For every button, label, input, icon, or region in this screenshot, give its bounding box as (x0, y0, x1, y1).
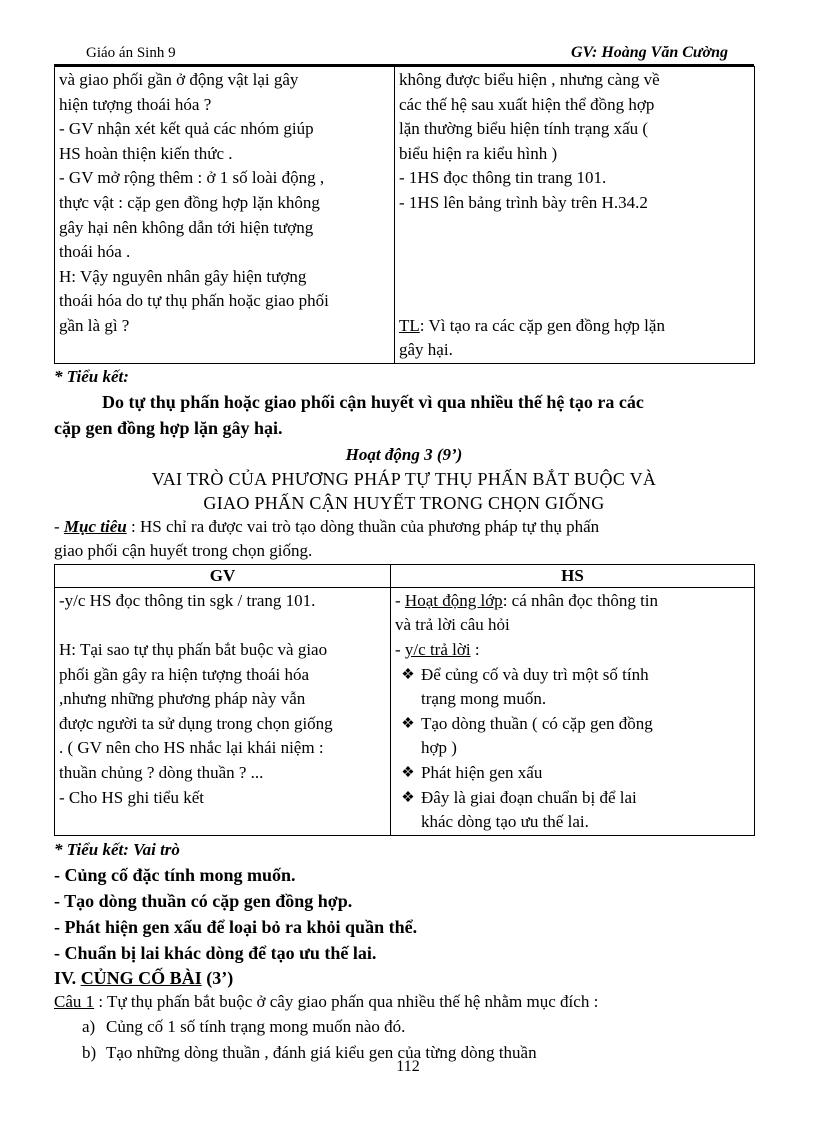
text-line: H: Tại sao tự thụ phấn bắt buộc và giao (59, 639, 328, 659)
colon: : (470, 639, 480, 659)
text-line: thực vật : cặp gen đồng hợp lặn không (59, 192, 320, 212)
answer-label: TL (399, 315, 420, 335)
text-line: và giao phối gần ở động vật lại gây (59, 70, 299, 89)
option-text: Tạo những dòng thuần , đánh giá kiểu gen của từng dòng thuần (106, 1042, 537, 1062)
bullet-text: Tạo dòng thuần ( có cặp gen đồng (421, 713, 653, 733)
bullet-text: Đây là giai đoạn chuẩn bị để lai (421, 787, 637, 807)
text-line: - 1HS lên bảng trình bày trên H.34.2 (399, 192, 648, 212)
text-line: -y/c HS đọc thông tin sgk / trang 101. (59, 590, 316, 610)
answer-option-a (54, 1014, 754, 1040)
objective-label: Mục tiêu (63, 516, 127, 536)
answer-request-line (395, 638, 751, 663)
summary-item: - Tạo dòng thuần có cặp gen đồng hợp. (54, 890, 353, 911)
dash: - (395, 590, 405, 610)
text-line: không được biểu hiện , nhưng càng về (399, 70, 660, 89)
question-1 (54, 990, 754, 1014)
section-number: IV. (54, 967, 81, 988)
activity-heading-line: GIAO PHẤN CẬN HUYẾT TRONG CHỌN GIỐNG (203, 492, 605, 513)
section-4-title (54, 966, 754, 990)
objective-line (54, 515, 754, 539)
bullet-text: khác dòng tạo ưu thế lai. (421, 812, 589, 832)
text-line: - GV mở rộng thêm : ở 1 số loài động , (59, 168, 325, 188)
section-4 (54, 966, 754, 1066)
text-line: được người ta sử dụng trong chọn giống (59, 713, 333, 733)
gv-column-header: GV (55, 564, 391, 587)
diamond-bullet-icon: ❖ (401, 715, 415, 732)
option-text: Củng cố 1 số tính trạng mong muốn nào đó. (106, 1016, 406, 1036)
hs-column-header: HS (391, 564, 755, 587)
role-bullet (395, 786, 751, 835)
summary-1 (54, 365, 754, 441)
activity-heading-line: VAI TRÒ CỦA PHƯƠNG PHÁP TỰ THỤ PHẤN BẮT BUỘC VÀ (151, 468, 657, 489)
text-line: lặn thường biểu hiện tính trạng xấu ( (399, 119, 649, 139)
text-line: HS hoàn thiện kiến thức . (59, 143, 233, 163)
objective-line: giao phối cận huyết trong chọn giống. (54, 540, 313, 560)
summary-item: - Chuẩn bị lai khác dòng để tạo ưu thế lai. (54, 942, 377, 963)
lesson-table-continued (54, 66, 755, 364)
text-line: H: Vậy nguyên nhân gây hiện tượng (59, 266, 307, 286)
question-text: : Tự thụ phấn bắt buộc ở cây giao phấn qua nhiều thế hệ nhằm mục đích : (94, 991, 599, 1011)
blank-line (59, 613, 387, 638)
text-line: gây hại nên không dẫn tới hiện tượng (59, 217, 314, 237)
bullet-text: Phát hiện gen xấu (421, 762, 543, 782)
text-line: - 1HS đọc thông tin trang 101. (399, 168, 607, 188)
question-label: Câu 1 (54, 991, 95, 1011)
section-time: (3’) (201, 967, 234, 988)
gv-cell (55, 587, 391, 835)
text-line: gây hại. (399, 340, 453, 360)
class-activity-label: Hoạt động lớp (404, 590, 503, 610)
summary-text-line: cặp gen đồng hợp lặn gây hại. (54, 417, 283, 438)
bullet-text: hợp ) (421, 738, 457, 758)
option-label: a) (82, 1016, 96, 1036)
activity-title: Hoạt động 3 (9’) (345, 444, 463, 464)
role-bullet (395, 761, 751, 786)
student-activity-cell (395, 67, 755, 364)
header-teacher: GV: Hoàng Văn Cường (570, 44, 728, 61)
role-bullet (395, 712, 751, 761)
text-line: thoái hóa . (59, 242, 131, 262)
hs-cell (391, 587, 755, 835)
text-line: và trả lời câu hỏi (395, 615, 510, 635)
text-line: ,nhưng những phương pháp này vẫn (59, 689, 306, 709)
text-line: . ( GV nên cho HS nhắc lại khái niệm : (59, 738, 324, 758)
page-header (54, 44, 754, 66)
diamond-bullet-icon: ❖ (401, 666, 415, 683)
summary-item: - Củng cố đặc tính mong muốn. (54, 864, 296, 885)
class-activity-text: : cá nhân đọc thông tin (502, 590, 659, 610)
text-line: thuần chủng ? dòng thuần ? ... (59, 762, 264, 782)
text-line: - GV nhận xét kết quả các nhóm giúp (59, 119, 314, 139)
activity-3-table (54, 564, 755, 836)
diamond-bullet-icon: ❖ (401, 789, 415, 806)
activity-3-section (54, 443, 754, 563)
teacher-activity-cell (55, 67, 395, 364)
answer-text: : Vì tạo ra các cặp gen đồng hợp lặn (419, 315, 665, 335)
section-title: CỦNG CỐ BÀI (80, 967, 202, 988)
text-line: thoái hóa do tự thụ phấn hoặc giao phối (59, 291, 329, 311)
class-activity-line (395, 589, 751, 614)
option-label: b) (82, 1042, 97, 1062)
role-bullet (395, 663, 751, 712)
text-line: biểu hiện ra kiểu hình ) (399, 143, 558, 163)
dash: - (395, 639, 405, 659)
summary-2 (54, 838, 754, 966)
objective-text: : HS chỉ ra được vai trò tạo dòng thuần của phương pháp tự thụ phấn (126, 516, 600, 536)
diamond-bullet-icon: ❖ (401, 764, 415, 781)
answer-request-label: y/c trả lời (404, 639, 471, 659)
text-line: gần là gì ? (59, 315, 130, 335)
document-page (54, 44, 754, 1066)
text-line: hiện tượng thoái hóa ? (59, 94, 212, 114)
answer-line (399, 314, 751, 339)
summary-text-line: Do tự thụ phấn hoặc giao phối cận huyết vì qua nhiều thế hệ tạo ra các (102, 391, 644, 412)
objective-dash: - (54, 516, 64, 536)
header-subject: Giáo án Sinh 9 (86, 45, 176, 61)
bullet-text: trạng mong muốn. (421, 689, 547, 709)
summary-label: * Tiểu kết: Vai trò (54, 839, 180, 859)
summary-label: * Tiểu kết: (54, 366, 129, 386)
bullet-text: Để củng cố và duy trì một số tính (421, 664, 649, 684)
text-line: - Cho HS ghi tiểu kết (59, 787, 204, 807)
page-number: 112 (396, 1058, 420, 1075)
text-line: phối gần gây ra hiện tượng thoái hóa (59, 664, 310, 684)
summary-item: - Phát hiện gen xấu để loại bỏ ra khỏi quần thể. (54, 916, 418, 937)
text-line: các thế hệ sau xuất hiện thể đồng hợp (399, 94, 655, 114)
